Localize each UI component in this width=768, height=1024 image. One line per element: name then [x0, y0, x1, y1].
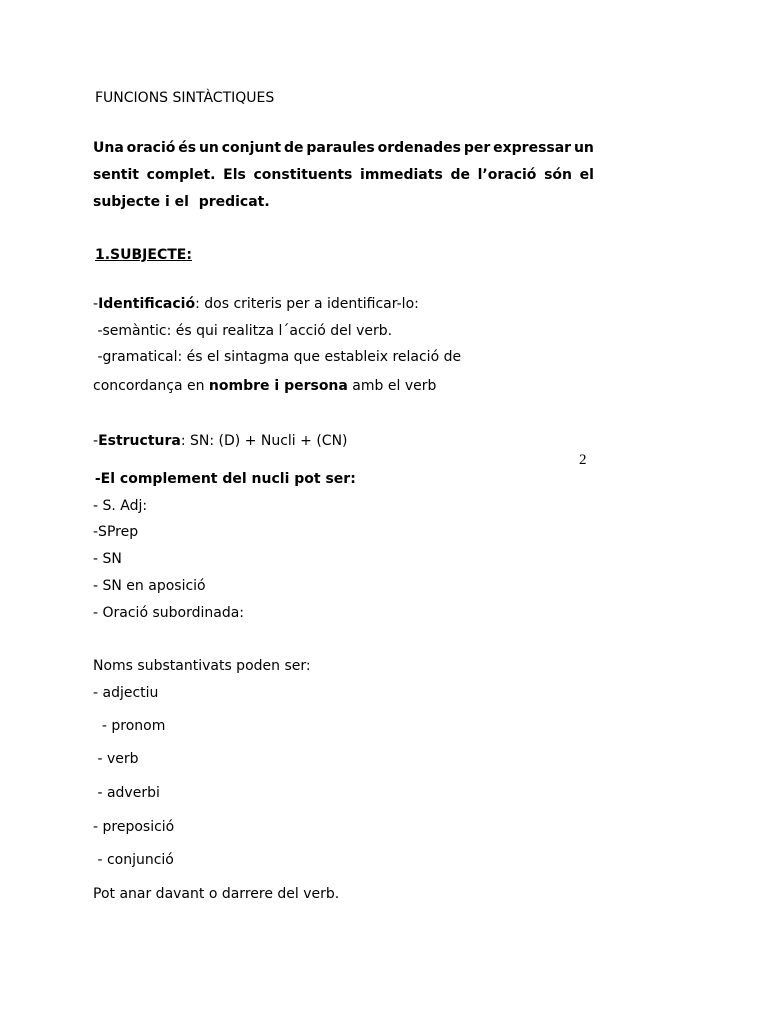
- noms-item: - adverbi: [93, 785, 160, 801]
- identificacio-line: [93, 295, 419, 313]
- estructura-label: Estructura: [98, 433, 181, 449]
- intro-word: Els: [223, 167, 246, 183]
- intro-word: sentit: [93, 167, 139, 183]
- intro-line-1: [93, 139, 594, 157]
- intro-word: complet.: [146, 167, 216, 183]
- complement-item: - S. Adj:: [93, 498, 148, 514]
- concordanca-bold: nombre i persona: [208, 378, 348, 394]
- concordanca-post: amb el verb: [347, 378, 437, 394]
- estructura-line: [93, 432, 348, 450]
- intro-word: un: [198, 140, 219, 156]
- intro-word: immediats: [360, 167, 443, 183]
- intro-line-2: [93, 166, 594, 184]
- intro-word: és: [178, 140, 197, 156]
- document-title: FUNCIONS SINTÀCTIQUES: [95, 90, 275, 106]
- noms-item: - verb: [93, 751, 139, 767]
- identificacio-dash: -: [93, 296, 99, 312]
- intro-word: paraules: [306, 140, 375, 156]
- noms-item: - preposició: [93, 819, 175, 835]
- identificacio-label: Identificació: [98, 296, 196, 312]
- intro-word: expressar: [493, 140, 572, 156]
- intro-word: el: [579, 167, 594, 183]
- intro-word: de: [283, 140, 304, 156]
- estructura-text: : SN: (D) + Nucli + (CN): [180, 433, 348, 449]
- noms-item: - pronom: [93, 718, 166, 734]
- intro-word: Una: [93, 140, 124, 156]
- intro-word: conjunt: [221, 140, 282, 156]
- identificacio-text: : dos criteris per a identificar-lo:: [195, 296, 419, 312]
- intro-word: oració: [126, 140, 176, 156]
- complement-item: -SPrep: [93, 524, 139, 540]
- concordanca-line: [93, 377, 436, 395]
- closing-sentence: Pot anar davant o darrere del verb.: [93, 886, 340, 902]
- gramatical-criterion: -gramatical: és el sintagma que estableix relació de: [93, 349, 462, 365]
- section-heading-subjecte: 1.SUBJECTE:: [95, 247, 192, 263]
- intro-word: constituents: [253, 167, 353, 183]
- intro-word: un: [573, 140, 594, 156]
- noms-item: - adjectiu: [93, 685, 159, 701]
- page-number: 2: [579, 452, 587, 468]
- intro-word: de: [450, 167, 470, 183]
- complement-item: - SN: [93, 551, 122, 567]
- estructura-dash: -: [93, 433, 99, 449]
- noms-item: - conjunció: [93, 852, 174, 868]
- concordanca-pre: concordança en: [93, 378, 209, 394]
- intro-word: ordenades: [377, 140, 461, 156]
- intro-word: són: [544, 167, 573, 183]
- intro-word: l’oració: [477, 167, 537, 183]
- intro-line-3: subjecte i el predicat.: [93, 194, 270, 210]
- noms-heading: Noms substantivats poden ser:: [93, 658, 311, 674]
- complement-item: - SN en aposició: [93, 578, 206, 594]
- intro-word: per: [463, 140, 491, 156]
- semantic-criterion: -semàntic: és qui realitza l´acció del verb.: [93, 323, 393, 339]
- complement-item: - Oració subordinada:: [93, 605, 244, 621]
- complement-heading: -El complement del nucli pot ser:: [90, 471, 356, 487]
